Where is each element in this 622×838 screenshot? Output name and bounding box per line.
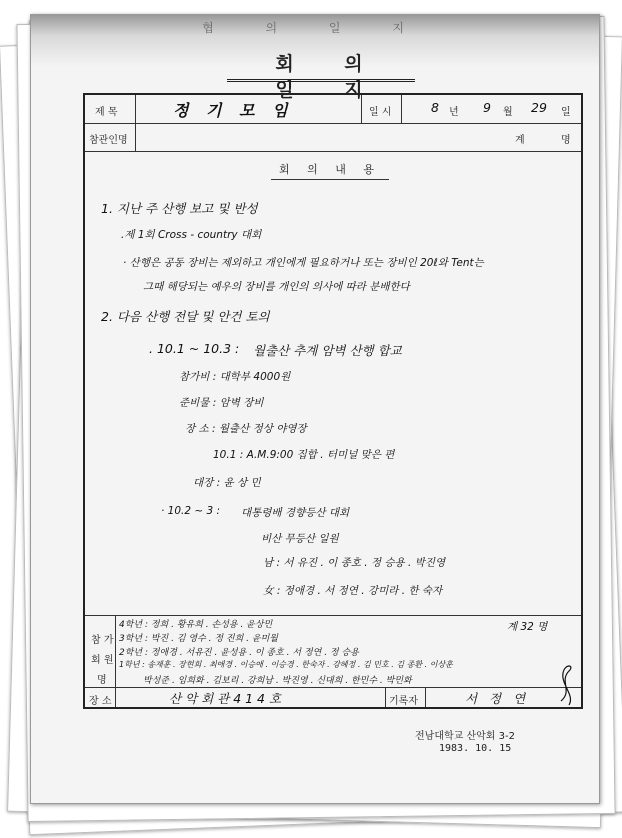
- recorder-signature: [555, 661, 579, 709]
- section1-line3: 그때 해당되는 예우의 장비를 개인의 의사에 따라 분배한다: [143, 281, 410, 293]
- date-year-unit: 년: [449, 107, 459, 118]
- col-divider: [115, 615, 116, 707]
- form-frame: [83, 93, 583, 709]
- date-year: 8: [431, 100, 439, 115]
- recorder-label: 기록자: [389, 696, 418, 707]
- trip2-dates: · 10.2 ~ 3 :: [161, 505, 221, 517]
- row-divider: [85, 615, 581, 616]
- col-divider: [425, 687, 426, 707]
- total-label: 계: [515, 135, 525, 146]
- place-value: 산 악 회 관 4 1 4 호: [169, 691, 282, 706]
- participants-row-2nd-year: 2학년 : 정애경 . 서유진 . 윤성용 . 이 종호 . 서 정연 . 정 승용: [119, 648, 359, 658]
- trip2-men: 남 : 서 유진 . 이 종호 . 정 승용 . 박진영: [263, 557, 446, 569]
- date-day: 29: [531, 100, 547, 115]
- row-divider: [85, 687, 581, 688]
- date-day-unit: 일: [561, 107, 571, 118]
- col-divider: [135, 95, 136, 151]
- section1-line1: .제 1회 Cross - country 대회: [121, 229, 262, 241]
- trip1-fee: 참가비 : 대학부 4000원: [179, 371, 291, 383]
- participants-row-1st-year-cont: 박성준 . 임희화 . 김보리 . 강희남 . 박진영 . 신대희 . 한민수 . 박민화: [143, 676, 412, 686]
- trip1-gear: 준비물 : 암벽 장비: [179, 397, 264, 409]
- place-label: 장 소: [89, 696, 112, 707]
- participants-label-1: 참 가: [91, 635, 114, 646]
- faded-header-text: 협 의 일 지: [202, 21, 428, 35]
- participants-row-4th-year: 4학년 : 정희 . 황유희 . 손성용 . 윤상민: [119, 620, 273, 630]
- col-divider: [385, 687, 386, 707]
- date-month-unit: 월: [503, 107, 513, 118]
- trip1-description: 월출산 추계 암벽 산행 합교: [253, 343, 402, 358]
- section1-title: 1. 지난 주 산행 보고 및 반성: [101, 201, 258, 216]
- document-title: 회 의 일 지: [275, 53, 385, 101]
- participants-label-3: 명: [97, 675, 107, 686]
- row-divider: [85, 151, 581, 152]
- trip1-place: 장 소 : 월출산 정상 야영장: [185, 423, 307, 435]
- recorder-value: 서 정 연: [465, 691, 530, 706]
- participants-row-1st-year: 1학년 : 송재훈 . 장현희 . 최애경 . 이승애 . 이승경 . 한숙자 . 강혜정 . 김 민호 . 김 종환 . 이상훈: [119, 660, 453, 669]
- section1-line2: · 산행은 공동 장비는 제외하고 개인에게 필요하거나 또는 장비인 20ℓ와 Tent는: [123, 257, 484, 269]
- participants-total: 계 32 명: [507, 621, 548, 633]
- trip2-description: 대통령배 경향등산 대회: [241, 507, 350, 519]
- subject-value: 정 기 모 임: [173, 101, 294, 120]
- title-underline: [227, 79, 415, 82]
- organization-footer: 전남대학교 산악회 3-2: [415, 731, 515, 742]
- trip1-meeting: 10.1 : A.M.9:00 집합 . 터미널 맞은 편: [213, 449, 395, 461]
- subject-label: 제 목: [95, 107, 118, 118]
- meeting-log-page: [30, 14, 600, 804]
- trip1-leader: 대장 : 윤 상 민: [193, 477, 261, 489]
- row-divider: [85, 123, 581, 124]
- total-unit: 명: [561, 135, 571, 146]
- participants-label-2: 회 원: [91, 655, 114, 666]
- trip2-women: 女 : 정애경 . 서 정연 . 강미라 . 한 숙자: [263, 585, 443, 597]
- document-date: 1983. 10. 15: [439, 743, 512, 754]
- trip2-place: 비산 무등산 일원: [261, 533, 339, 545]
- trip1-dates: . 10.1 ~ 10.3 :: [149, 341, 240, 356]
- col-divider: [401, 95, 402, 123]
- date-label: 일 시: [369, 107, 392, 118]
- col-divider: [361, 95, 362, 123]
- content-heading: 회 의 내 용: [271, 161, 389, 180]
- participants-row-3rd-year: 3학년 : 박진 . 김 영수 . 정 진희 . 윤미월: [119, 634, 278, 644]
- section2-title: 2. 다음 산행 전달 및 안건 토의: [101, 309, 270, 324]
- date-month: 9: [483, 100, 491, 115]
- attendees-label: 참관인명: [89, 135, 128, 146]
